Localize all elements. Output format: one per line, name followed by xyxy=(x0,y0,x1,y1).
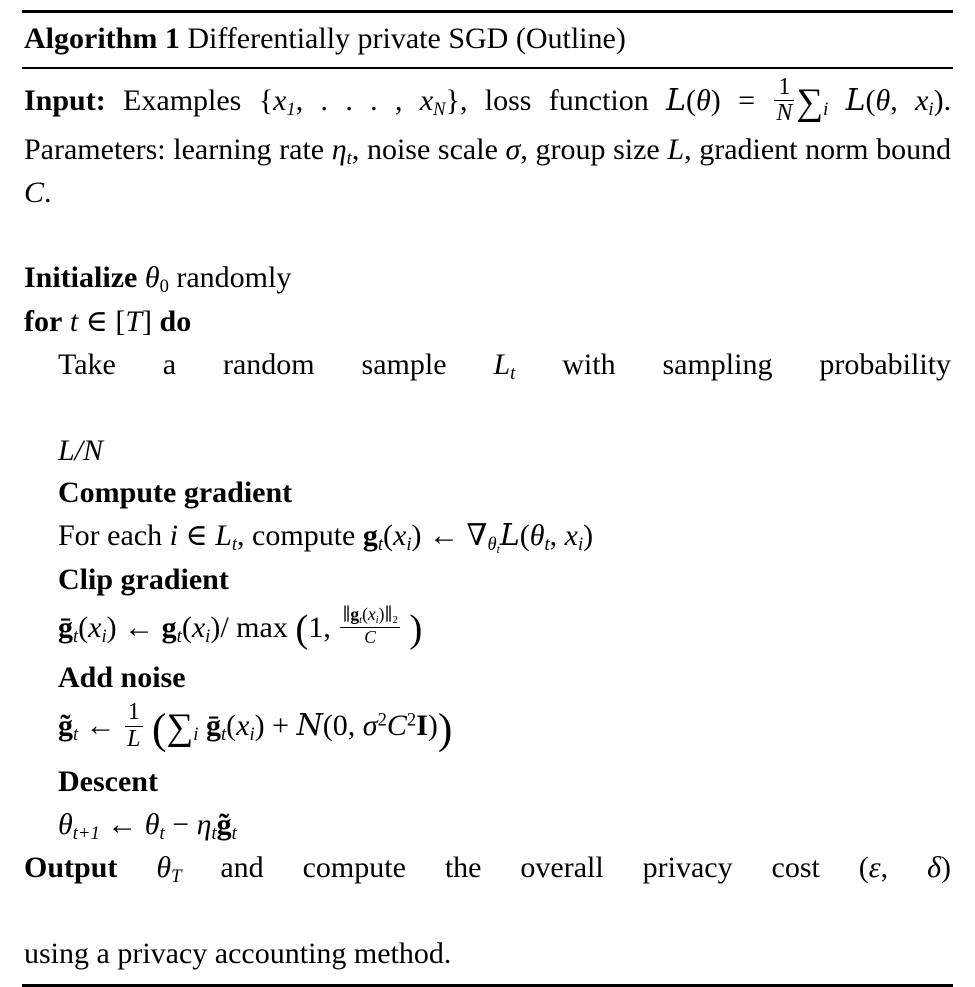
input-text-4: noise scale xyxy=(366,132,498,166)
initialize-keyword: Initialize xyxy=(24,261,138,295)
output-text-2: using a privacy accounting method. xyxy=(24,937,452,971)
algorithm-line-clip-gradient-head xyxy=(24,559,951,602)
algorithm-line-compute-gradient-head xyxy=(24,472,951,515)
algorithm-caption-title: Differentially private SGD (Outline) xyxy=(187,22,626,55)
output-math-theta: $\theta_T$ xyxy=(156,851,182,888)
sample-text-1: Take a random sample xyxy=(58,347,447,381)
output-keyword: Output xyxy=(24,851,118,885)
algorithm-line-clip-gradient xyxy=(24,601,951,656)
algorithm-line-sample xyxy=(24,344,951,430)
input-text-2: loss function xyxy=(484,83,649,117)
compute-gradient-text-2: compute xyxy=(252,518,356,552)
input-text-5: group size xyxy=(535,132,660,166)
input-math-examples: {$x_1$, . . . , $x_N$}, xyxy=(258,83,468,120)
compute-gradient-text-1: For each xyxy=(58,518,163,552)
descent-keyword: Descent xyxy=(58,765,158,799)
add-noise-keyword: Add noise xyxy=(58,660,186,694)
input-math-group-size: L, xyxy=(667,132,692,166)
initialize-text: randomly xyxy=(176,261,292,295)
algorithm-line-output xyxy=(24,847,951,933)
input-keyword: Input: xyxy=(24,83,106,117)
algorithm-line-add-noise-head xyxy=(24,657,951,700)
descent-math: $\theta_{t+1}$ ← $\theta_t$ − $\eta_tg̃_t$ xyxy=(58,807,237,844)
output-math-eps-delta: (ε, δ) xyxy=(858,851,952,885)
algorithm-body xyxy=(22,69,953,985)
sample-math-Lt: $L_t$ xyxy=(493,347,516,384)
algorithm-line-compute-gradient xyxy=(24,515,951,559)
algorithm-line-descent-head xyxy=(24,761,951,804)
input-math-sigma: σ, xyxy=(505,132,528,166)
do-keyword: do xyxy=(159,304,192,338)
for-math: t ∈ [T] xyxy=(69,304,153,338)
clip-gradient-math: $ḡ_t(x_i)$ ← $g_t(x_i)/$ max (1, $\frac{\parallel g_t(x_i)\parallel_2}{C}$ ) xyxy=(58,604,423,651)
input-math-loss: L(θ) = xyxy=(666,82,755,118)
input-math-clip-bound: C. xyxy=(24,176,52,210)
sample-math-LN: L/N xyxy=(58,433,104,467)
algorithm-line-add-noise xyxy=(24,699,951,761)
algorithm-line-output-2 xyxy=(24,933,951,976)
algorithm-caption xyxy=(22,13,953,67)
input-text-3: Parameters: learning rate xyxy=(24,132,325,166)
input-text-6: gradient norm bound xyxy=(699,132,952,166)
compute-gradient-math-1: i ∈ $L_t$, xyxy=(169,518,245,556)
algorithm-block xyxy=(22,10,953,987)
algorithm-line-input xyxy=(24,75,951,258)
input-text-1: Examples xyxy=(123,83,242,117)
for-keyword: for xyxy=(24,304,63,338)
algorithm-number-label: Algorithm 1 xyxy=(24,22,180,55)
algorithm-line-initialize xyxy=(24,257,951,301)
algorithm-line-descent xyxy=(24,804,951,848)
input-math-eta: $\eta_t$, xyxy=(331,132,360,169)
algorithm-line-sample-prob xyxy=(24,430,951,473)
algorithm-line-for xyxy=(24,301,951,344)
initialize-math: $\theta_0$ xyxy=(144,261,169,298)
compute-gradient-keyword: Compute gradient xyxy=(58,476,293,510)
input-math-loss-def: $\frac{1}{N}$ $\sum_i$ L(θ, $x_i$). xyxy=(776,73,952,126)
add-noise-math: $g̃_t$ ← $\frac{1}{L}$ ($\sum_i$ $ḡ_t(x_i) + N(0$, $\sigma^2C^2I$)) xyxy=(58,699,453,754)
output-text-1: and compute the overall privacy cost xyxy=(220,851,820,885)
sample-text-2: with sampling probability xyxy=(562,347,952,381)
clip-gradient-keyword: Clip gradient xyxy=(58,562,229,596)
compute-gradient-math-2: $g_t(x_i)$ ← $\nabla_{\theta_t}L(\theta_t$, $x_i$) xyxy=(362,517,594,557)
